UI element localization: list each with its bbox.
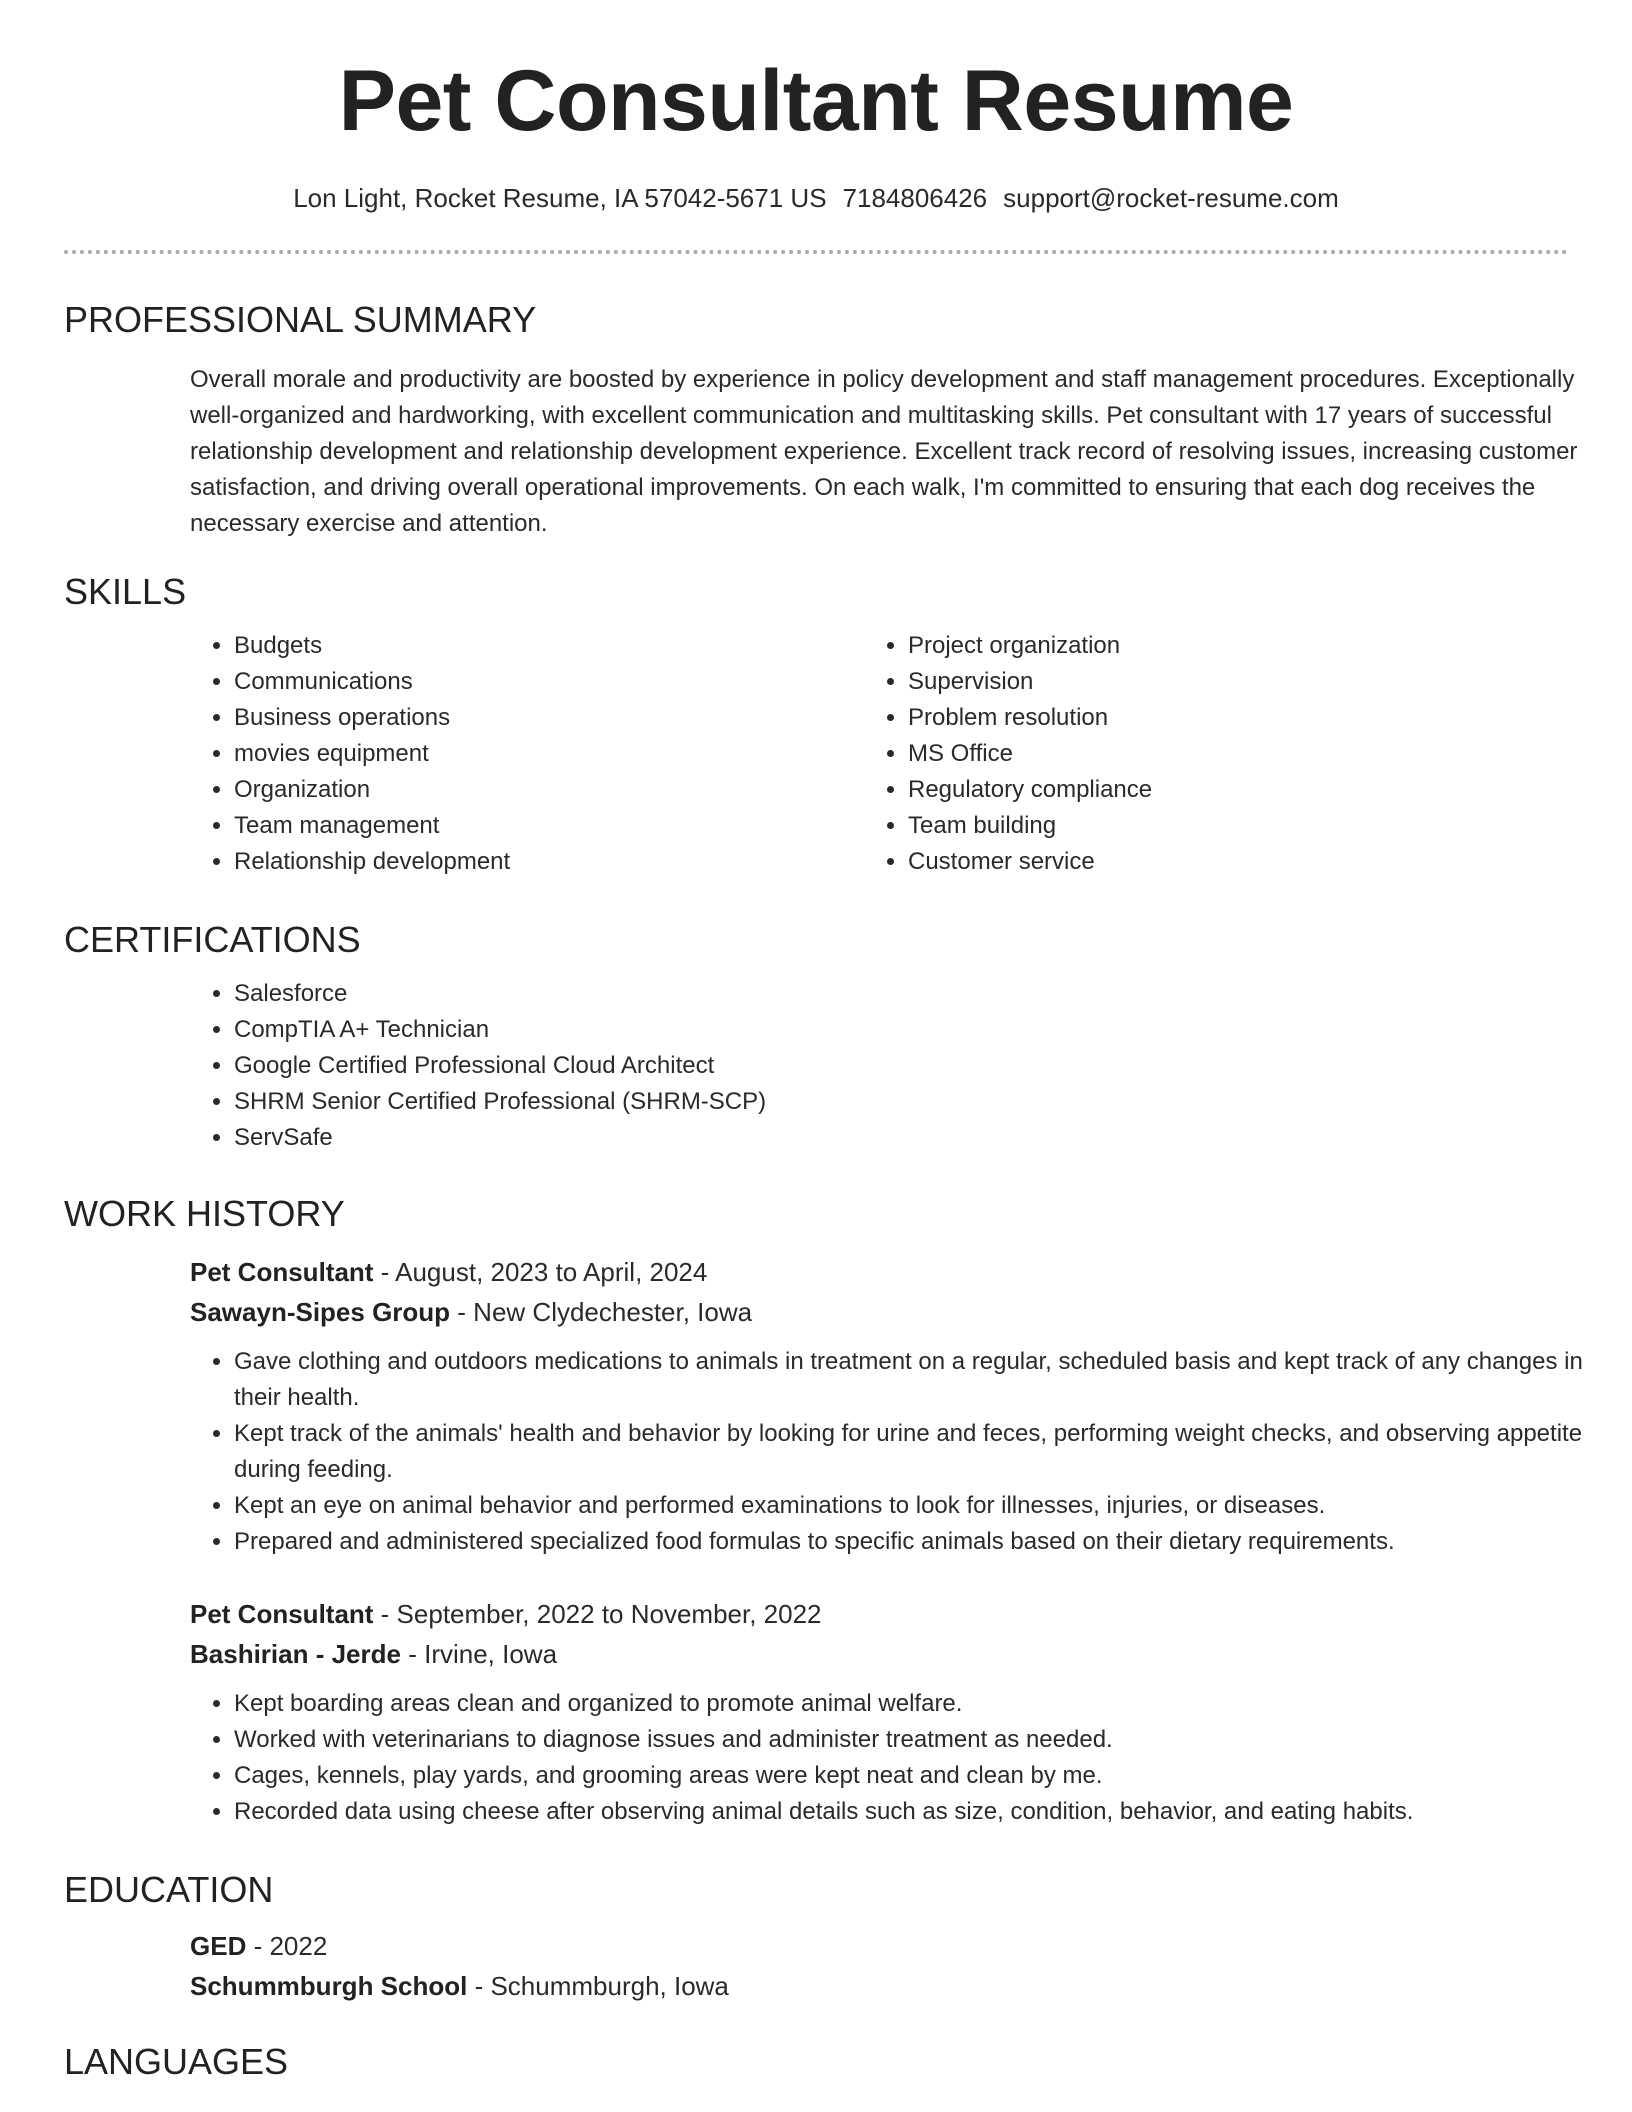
summary-text: Overall morale and productivity are boosted by experience in policy development and staff management procedures. Exceptionally well-organized and hardworking, with excellent communication and multitasking skills. Pet consultant with 17 years of successful relationship development and relationship development experience. Excellent track record of resolving issues, increasing customer satisfaction, and driving overall operational improvements. On each walk, I'm committed to ensuring that each dog receives the necessary exercise and attention. [190, 366, 1578, 537]
job-bullet: • Kept boarding areas clean and organized to promote animal welfare. [234, 1686, 1610, 1722]
contact-line [0, 180, 1632, 216]
job-title: Pet Consultant [190, 1599, 374, 1629]
skill-item: • Communications [234, 664, 830, 700]
skill-item: • Supervision [908, 664, 1504, 700]
job-entry [190, 1252, 1610, 1560]
job-bullet: • Recorded data using cheese after observing animal details such as size, condition, behavior, and eating habits. [234, 1794, 1610, 1830]
skill-item: • Problem resolution [908, 700, 1504, 736]
skill-item: • Budgets [234, 628, 830, 664]
languages-heading: LANGUAGES [64, 2041, 289, 2082]
school-name: Schummburgh School [190, 1971, 468, 2001]
school-location: - Schummburgh, Iowa [467, 1971, 729, 2001]
header-divider [64, 250, 1568, 254]
skill-item: • Relationship development [234, 844, 830, 880]
school-line [190, 1966, 1610, 2006]
job-company-line [190, 1292, 1610, 1332]
skill-item: • Team building [908, 808, 1504, 844]
job-location: - New Clydechester, Iowa [450, 1297, 753, 1327]
job-title: Pet Consultant [190, 1257, 374, 1287]
job-dates: - August, 2023 to April, 2024 [373, 1257, 708, 1287]
certifications-list [190, 976, 1610, 1156]
job-bullet: • Worked with veterinarians to diagnose issues and administer treatment as needed. [234, 1722, 1610, 1758]
job-entry [190, 1594, 1610, 1830]
job-bullet: • Kept track of the animals' health and behavior by looking for urine and feces, performing weight checks, and observing appetite during feeding. [234, 1416, 1610, 1488]
skills-section [64, 570, 1568, 890]
work-history-section [64, 1192, 1583, 1825]
degree-line [190, 1926, 1610, 1966]
certification-item: • Google Certified Professional Cloud Architect [234, 1048, 1610, 1084]
skill-item: • MS Office [908, 736, 1504, 772]
certifications-section [64, 918, 1568, 1151]
education-entry [190, 1926, 1610, 2006]
skill-item: • Business operations [234, 700, 830, 736]
skill-item: • Organization [234, 772, 830, 808]
skills-heading: SKILLS [64, 571, 187, 612]
certifications-heading: CERTIFICATIONS [64, 919, 361, 960]
job-bullet: • Kept an eye on animal behavior and performed examinations to look for illnesses, injuries, or diseases. [234, 1488, 1610, 1524]
job-bullet: • Gave clothing and outdoors medications to animals in treatment on a regular, scheduled basis and kept track of any changes in their health. [234, 1344, 1610, 1416]
degree: GED [190, 1931, 247, 1961]
page-title: Pet Consultant Resume [338, 53, 1294, 149]
education-heading: EDUCATION [64, 1869, 274, 1910]
degree-year: - 2022 [246, 1931, 328, 1961]
languages-section [64, 2040, 1568, 2084]
job-location: - Irvine, Iowa [400, 1639, 558, 1669]
job-title-line [190, 1594, 1610, 1634]
skill-item: • Regulatory compliance [908, 772, 1504, 808]
certification-item: • SHRM Senior Certified Professional (SHRM-SCP) [234, 1084, 1610, 1120]
certification-item: • Salesforce [234, 976, 1610, 1012]
summary-section [64, 298, 1578, 537]
job-dates: - September, 2022 to November, 2022 [373, 1599, 822, 1629]
job-bullet: • Prepared and administered specialized food formulas to specific animals based on their dietary requirements. [234, 1524, 1610, 1560]
education-section [64, 1868, 1568, 2001]
job-company-line [190, 1634, 1610, 1674]
skill-item: • Project organization [908, 628, 1504, 664]
job-company: Bashirian - Jerde [190, 1639, 401, 1669]
summary-heading: PROFESSIONAL SUMMARY [64, 299, 537, 340]
skill-item: • Customer service [908, 844, 1504, 880]
skills-column-left [190, 628, 830, 880]
skills-column-right [864, 628, 1504, 880]
job-title-line [190, 1252, 1610, 1292]
certification-item: • CompTIA A+ Technician [234, 1012, 1610, 1048]
contact-email: support@rocket-resume.com [1003, 183, 1339, 213]
skill-item: • movies equipment [234, 736, 830, 772]
job-company: Sawayn-Sipes Group [190, 1297, 451, 1327]
skill-item: • Team management [234, 808, 830, 844]
job-bullet: • Cages, kennels, play yards, and grooming areas were kept neat and clean by me. [234, 1758, 1610, 1794]
contact-phone: 7184806426 [842, 183, 988, 213]
work-history-heading: WORK HISTORY [64, 1193, 345, 1234]
certification-item: • ServSafe [234, 1120, 1610, 1156]
contact-address: Lon Light, Rocket Resume, IA 57042-5671 US [293, 183, 827, 213]
